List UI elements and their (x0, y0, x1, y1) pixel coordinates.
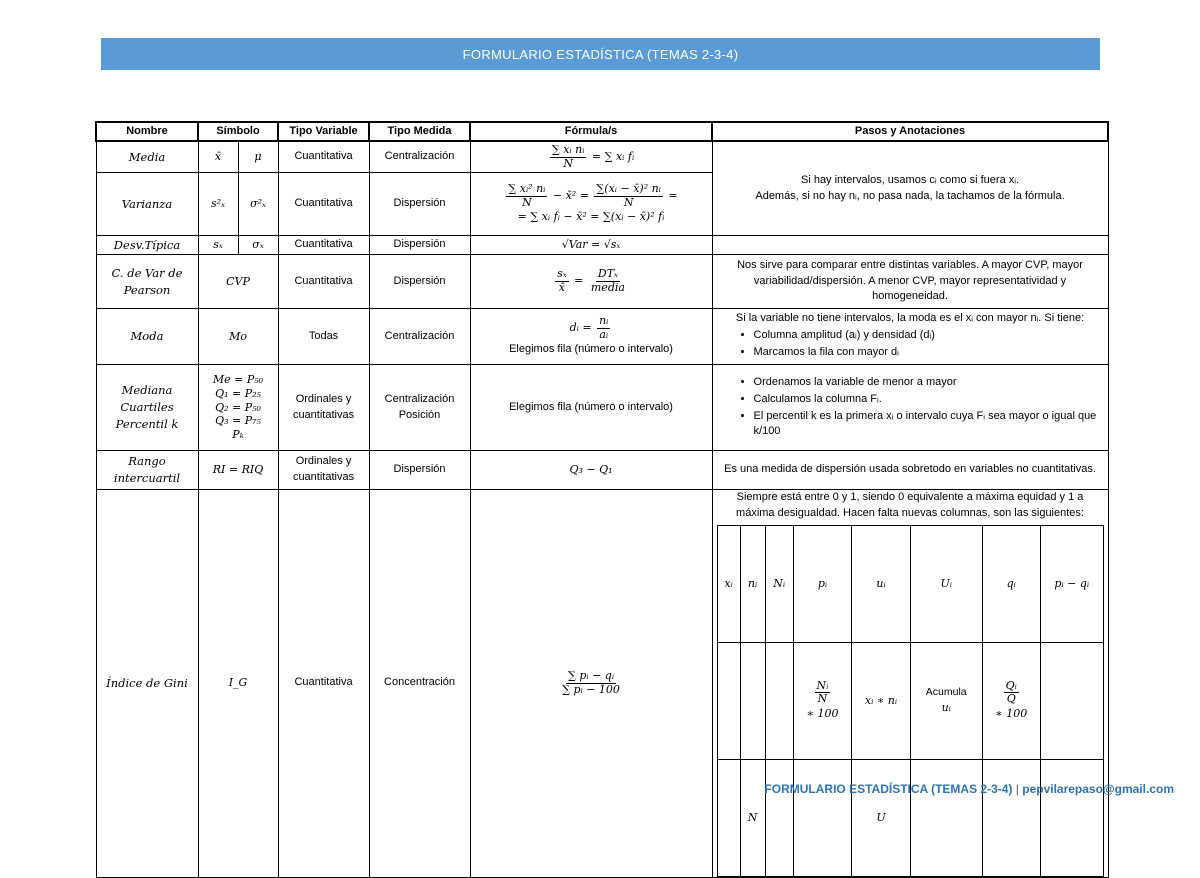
formula-rango: Q₃ − Q₁ (470, 451, 712, 490)
formula-varianza: $\frac{\text{∑ xᵢ² nᵢ}}{N}$ − x̄² = $\frac{\text{∑(xᵢ − x̄)² nᵢ}}{N}$ = = ∑ xᵢ fᵢ − x̄² = ∑(xᵢ − x̄)² fᵢ (470, 173, 712, 236)
notes-mediana (712, 365, 1108, 451)
header-formula: Fórmula/s (470, 122, 712, 141)
table-row (96, 236, 1108, 255)
formula-cvp: $\frac{\text{sₓ}}{x̄}$ = $\frac{\text{DTₓ}}{\text{media}}$ (470, 255, 712, 309)
notes-empty (712, 236, 1108, 255)
tipo-variable: Cuantitativa (278, 236, 369, 255)
tipo-medida: Centralización (369, 141, 470, 173)
tipo-variable: Todas (278, 309, 369, 365)
row-name: Moda (96, 309, 198, 365)
header-nombre: Nombre (96, 122, 198, 141)
tipo-variable: Cuantitativa (278, 141, 369, 173)
gini-columns-table: xᵢ nᵢ Nᵢ pᵢ uᵢ Uᵢ qᵢ pᵢ − qᵢ $\frac{\text{Nᵢ}}{N}$ ∗ 100 xᵢ ∗ nᵢ Acumula uᵢ $\frac{\text{Qᵢ}}{Q}$ ∗ 100 N U (717, 525, 1104, 877)
list-item: • Ordenamos la variable de menor a mayor (754, 375, 1105, 391)
table-row (96, 255, 1108, 309)
tipo-medida: Dispersión (369, 236, 470, 255)
symbol-population: σ²ₓ (238, 173, 278, 236)
row-name: Mediana Cuartiles Percentil k (96, 365, 198, 451)
table-row (96, 141, 1108, 173)
notes-cvp: Nos sirve para comparar entre distintas variables. A mayor CVP, mayor variabilidad/dispersión. A menor CVP, mayor representatividad y homogeneidad. (712, 255, 1108, 309)
email-link[interactable]: pepvilarepaso@gmail.com (1022, 782, 1174, 796)
symbol-population: σₓ (238, 236, 278, 255)
symbol: I_G (198, 490, 278, 878)
tipo-medida: Dispersión (369, 173, 470, 236)
list-item: • Marcamos la fila con mayor dᵢ (754, 345, 1105, 361)
tipo-medida: Centralización (369, 309, 470, 365)
row-name: Índice de Gini (96, 490, 198, 878)
notes-gini: Siempre está entre 0 y 1, siendo 0 equivalente a máxima equidad y 1 a máxima desigualdad. Hacen falta nuevas columnas, son las siguientes: xᵢ nᵢ Nᵢ pᵢ uᵢ Uᵢ qᵢ pᵢ − qᵢ $\frac{\text{Nᵢ}}{N}$ ∗ 100 xᵢ ∗ nᵢ Acumula uᵢ $\frac{\text{Qᵢ}}{Q}$ ∗ 100 N U (712, 490, 1108, 878)
row-name: Rango intercuartil (96, 451, 198, 490)
tipo-variable: Cuantitativa (278, 490, 369, 878)
header-tipo-variable: Tipo Variable (278, 122, 369, 141)
tipo-variable: Ordinales y cuantitativas (278, 365, 369, 451)
row-name: Media (96, 141, 198, 173)
formula-table (95, 121, 1109, 878)
list-item: • Calculamos la columna Fᵢ. (754, 392, 1105, 408)
table-row (96, 365, 1108, 451)
list-item: • Columna amplitud (aᵢ) y densidad (dᵢ) (754, 328, 1105, 344)
tipo-medida: Concentración (369, 490, 470, 878)
header-banner: FORMULARIO ESTADÍSTICA (TEMAS 2-3-4) (101, 38, 1100, 70)
formula-gini: $\frac{\text{∑ pᵢ − qᵢ}}{\text{∑ pᵢ − 100}}$ (470, 490, 712, 878)
symbol-population: μ (238, 141, 278, 173)
row-name: Desv.Típica (96, 236, 198, 255)
table-header-row (96, 122, 1108, 141)
list-item: • El percentil k es la primera xᵢ o intervalo cuya Fᵢ sea mayor o igual que k/100 (754, 409, 1105, 441)
notes-rango: Es una medida de dispersión usada sobretodo en variables no cuantitativas. (712, 451, 1108, 490)
formula-moda: dᵢ = $\frac{\text{nᵢ}}{\text{aᵢ}}$ Elegimos fila (número o intervalo) (470, 309, 712, 365)
formula-desv: √Var = √sₓ (470, 236, 712, 255)
header-tipo-medida: Tipo Medida (369, 122, 470, 141)
formula-media: $\frac{\text{∑ xᵢ nᵢ}}{N}$ = ∑ xᵢ fᵢ (470, 141, 712, 173)
tipo-medida: Centralización Posición (369, 365, 470, 451)
symbol: CVP (198, 255, 278, 309)
row-name: Varianza (96, 173, 198, 236)
tipo-variable: Cuantitativa (278, 173, 369, 236)
header-pasos: Pasos y Anotaciones (712, 122, 1108, 141)
row-name: C. de Var de Pearson (96, 255, 198, 309)
tipo-variable: Cuantitativa (278, 255, 369, 309)
table-row (96, 490, 1108, 878)
table-row (96, 309, 1108, 365)
tipo-medida: Dispersión (369, 255, 470, 309)
formula-mediana: Elegimos fila (número o intervalo) (470, 365, 712, 451)
tipo-variable: Ordinales y cuantitativas (278, 451, 369, 490)
notes-intervalos: Si hay intervalos, usamos cᵢ como si fuera xᵢ. Además, si no hay nᵢ, no pasa nada, la tachamos de la fórmula. (712, 141, 1108, 236)
page-footer: FORMULARIO ESTADÍSTICA (TEMAS 2-3-4) | pepvilarepaso@gmail.com (764, 782, 1174, 796)
symbol: RI = RIQ (198, 451, 278, 490)
table-row (96, 451, 1108, 490)
symbol-sample: sₓ (198, 236, 238, 255)
header-simbolo: Símbolo (198, 122, 278, 141)
symbol-sample: s²ₓ (198, 173, 238, 236)
symbol: Mo (198, 309, 278, 365)
symbol: Me = P₅₀ Q₁ = P₂₅ Q₂ = P₅₀ Q₃ = P₇₅ Pₖ (198, 365, 278, 451)
tipo-medida: Dispersión (369, 451, 470, 490)
symbol-sample: x̄ (198, 141, 238, 173)
notes-moda: Si la variable no tiene intervalos, la moda es el xᵢ con mayor nᵢ. Si tiene: • Columna amplitud (aᵢ) y densidad (dᵢ) • Marcamos la fila con mayor dᵢ (712, 309, 1108, 365)
